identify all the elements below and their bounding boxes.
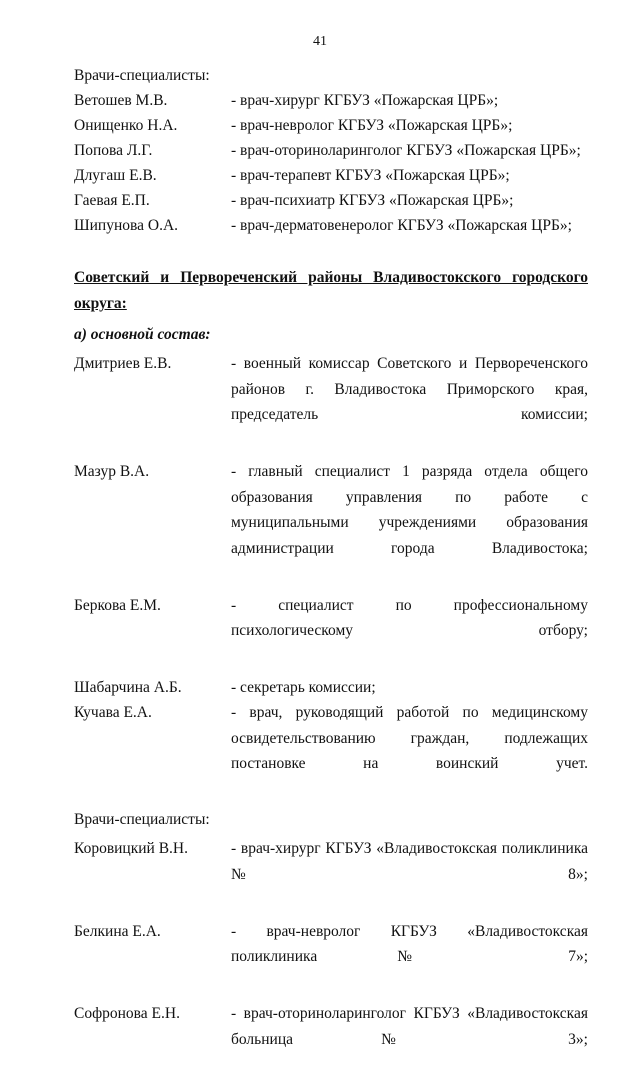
member-role: - врач-терапевт КГБУЗ «Пожарская ЦРБ»; (231, 167, 510, 184)
member-name: Дмитриев Е.В. (74, 355, 172, 372)
member-role: - военный комиссар Советского и Первореченского районов г. Владивостока Приморского края, председатель комиссии; (231, 355, 588, 423)
member-role: - врач-невролог КГБУЗ «Пожарская ЦРБ»; (231, 117, 513, 134)
member-name: Длугаш Е.В. (74, 167, 157, 184)
member-role: - специалист по профессиональному психологическому отбору; (231, 596, 588, 639)
member-row (74, 700, 588, 802)
member-name: Коровицкий В.Н. (74, 840, 189, 857)
member-row (74, 836, 588, 913)
page-number: 41 (313, 34, 327, 49)
member-name: Шипунова О.А. (74, 217, 179, 234)
member-name: Шабарчина А.Б. (74, 679, 182, 696)
specialists-label: Врачи-специалисты: (74, 67, 210, 84)
member-row (74, 113, 588, 138)
member-name: Онищенко Н.А. (74, 117, 178, 134)
member-row (74, 213, 588, 238)
member-row (74, 919, 588, 996)
member-name: Мазур В.А. (74, 463, 150, 480)
member-role: - врач, руководящий работой по медицинскому освидетельствованию граждан, подлежащих постановке на воинский учет. (231, 704, 588, 772)
member-role: - врач-оториноларинголог КГБУЗ «Пожарская ЦРБ»; (231, 142, 581, 159)
member-row (74, 351, 588, 453)
member-row (74, 459, 588, 587)
member-name: Попова Л.Г. (74, 142, 153, 159)
member-role: - секретарь комиссии; (231, 679, 376, 696)
member-name: Беркова Е.М. (74, 596, 161, 614)
member-role: - врач-невролог КГБУЗ «Владивостокская поликлиника № 7»; (231, 922, 588, 965)
member-role: - врач-дерматовенеролог КГБУЗ «Пожарская ЦРБ»; (231, 217, 572, 234)
member-name: Софронова Е.Н. (74, 1005, 180, 1022)
member-row (74, 1001, 588, 1078)
member-name: Белкина Е.А. (74, 922, 161, 940)
main-composition-heading: а) основной состав: (74, 326, 211, 343)
member-role: - главный специалист 1 разряда отдела общего образования управления по работе с муниципальными учреждениями образования администрации города Владивостока; (231, 463, 588, 557)
member-role: - врач-оториноларинголог КГБУЗ «Владивостокская больница № 3»; (231, 1005, 588, 1048)
member-name: Кучава Е.А. (74, 704, 152, 721)
member-row (74, 593, 588, 670)
member-row (74, 675, 588, 700)
member-row (74, 138, 588, 163)
member-row (74, 163, 588, 188)
document-body (74, 64, 588, 1078)
district-title: Советский и Первореченский районы Владивостокского городского округа: (74, 269, 588, 312)
member-name: Ветошев М.В. (74, 92, 168, 109)
member-row (74, 88, 588, 113)
member-role: - врач-хирург КГБУЗ «Пожарская ЦРБ»; (231, 92, 499, 109)
member-row (74, 188, 588, 213)
member-name: Гаевая Е.П. (74, 192, 150, 209)
specialists-label: Врачи-специалисты: (74, 811, 210, 828)
member-role: - врач-хирург КГБУЗ «Владивостокская поликлиника № 8»; (231, 840, 588, 883)
member-role: - врач-психиатр КГБУЗ «Пожарская ЦРБ»; (231, 192, 514, 209)
